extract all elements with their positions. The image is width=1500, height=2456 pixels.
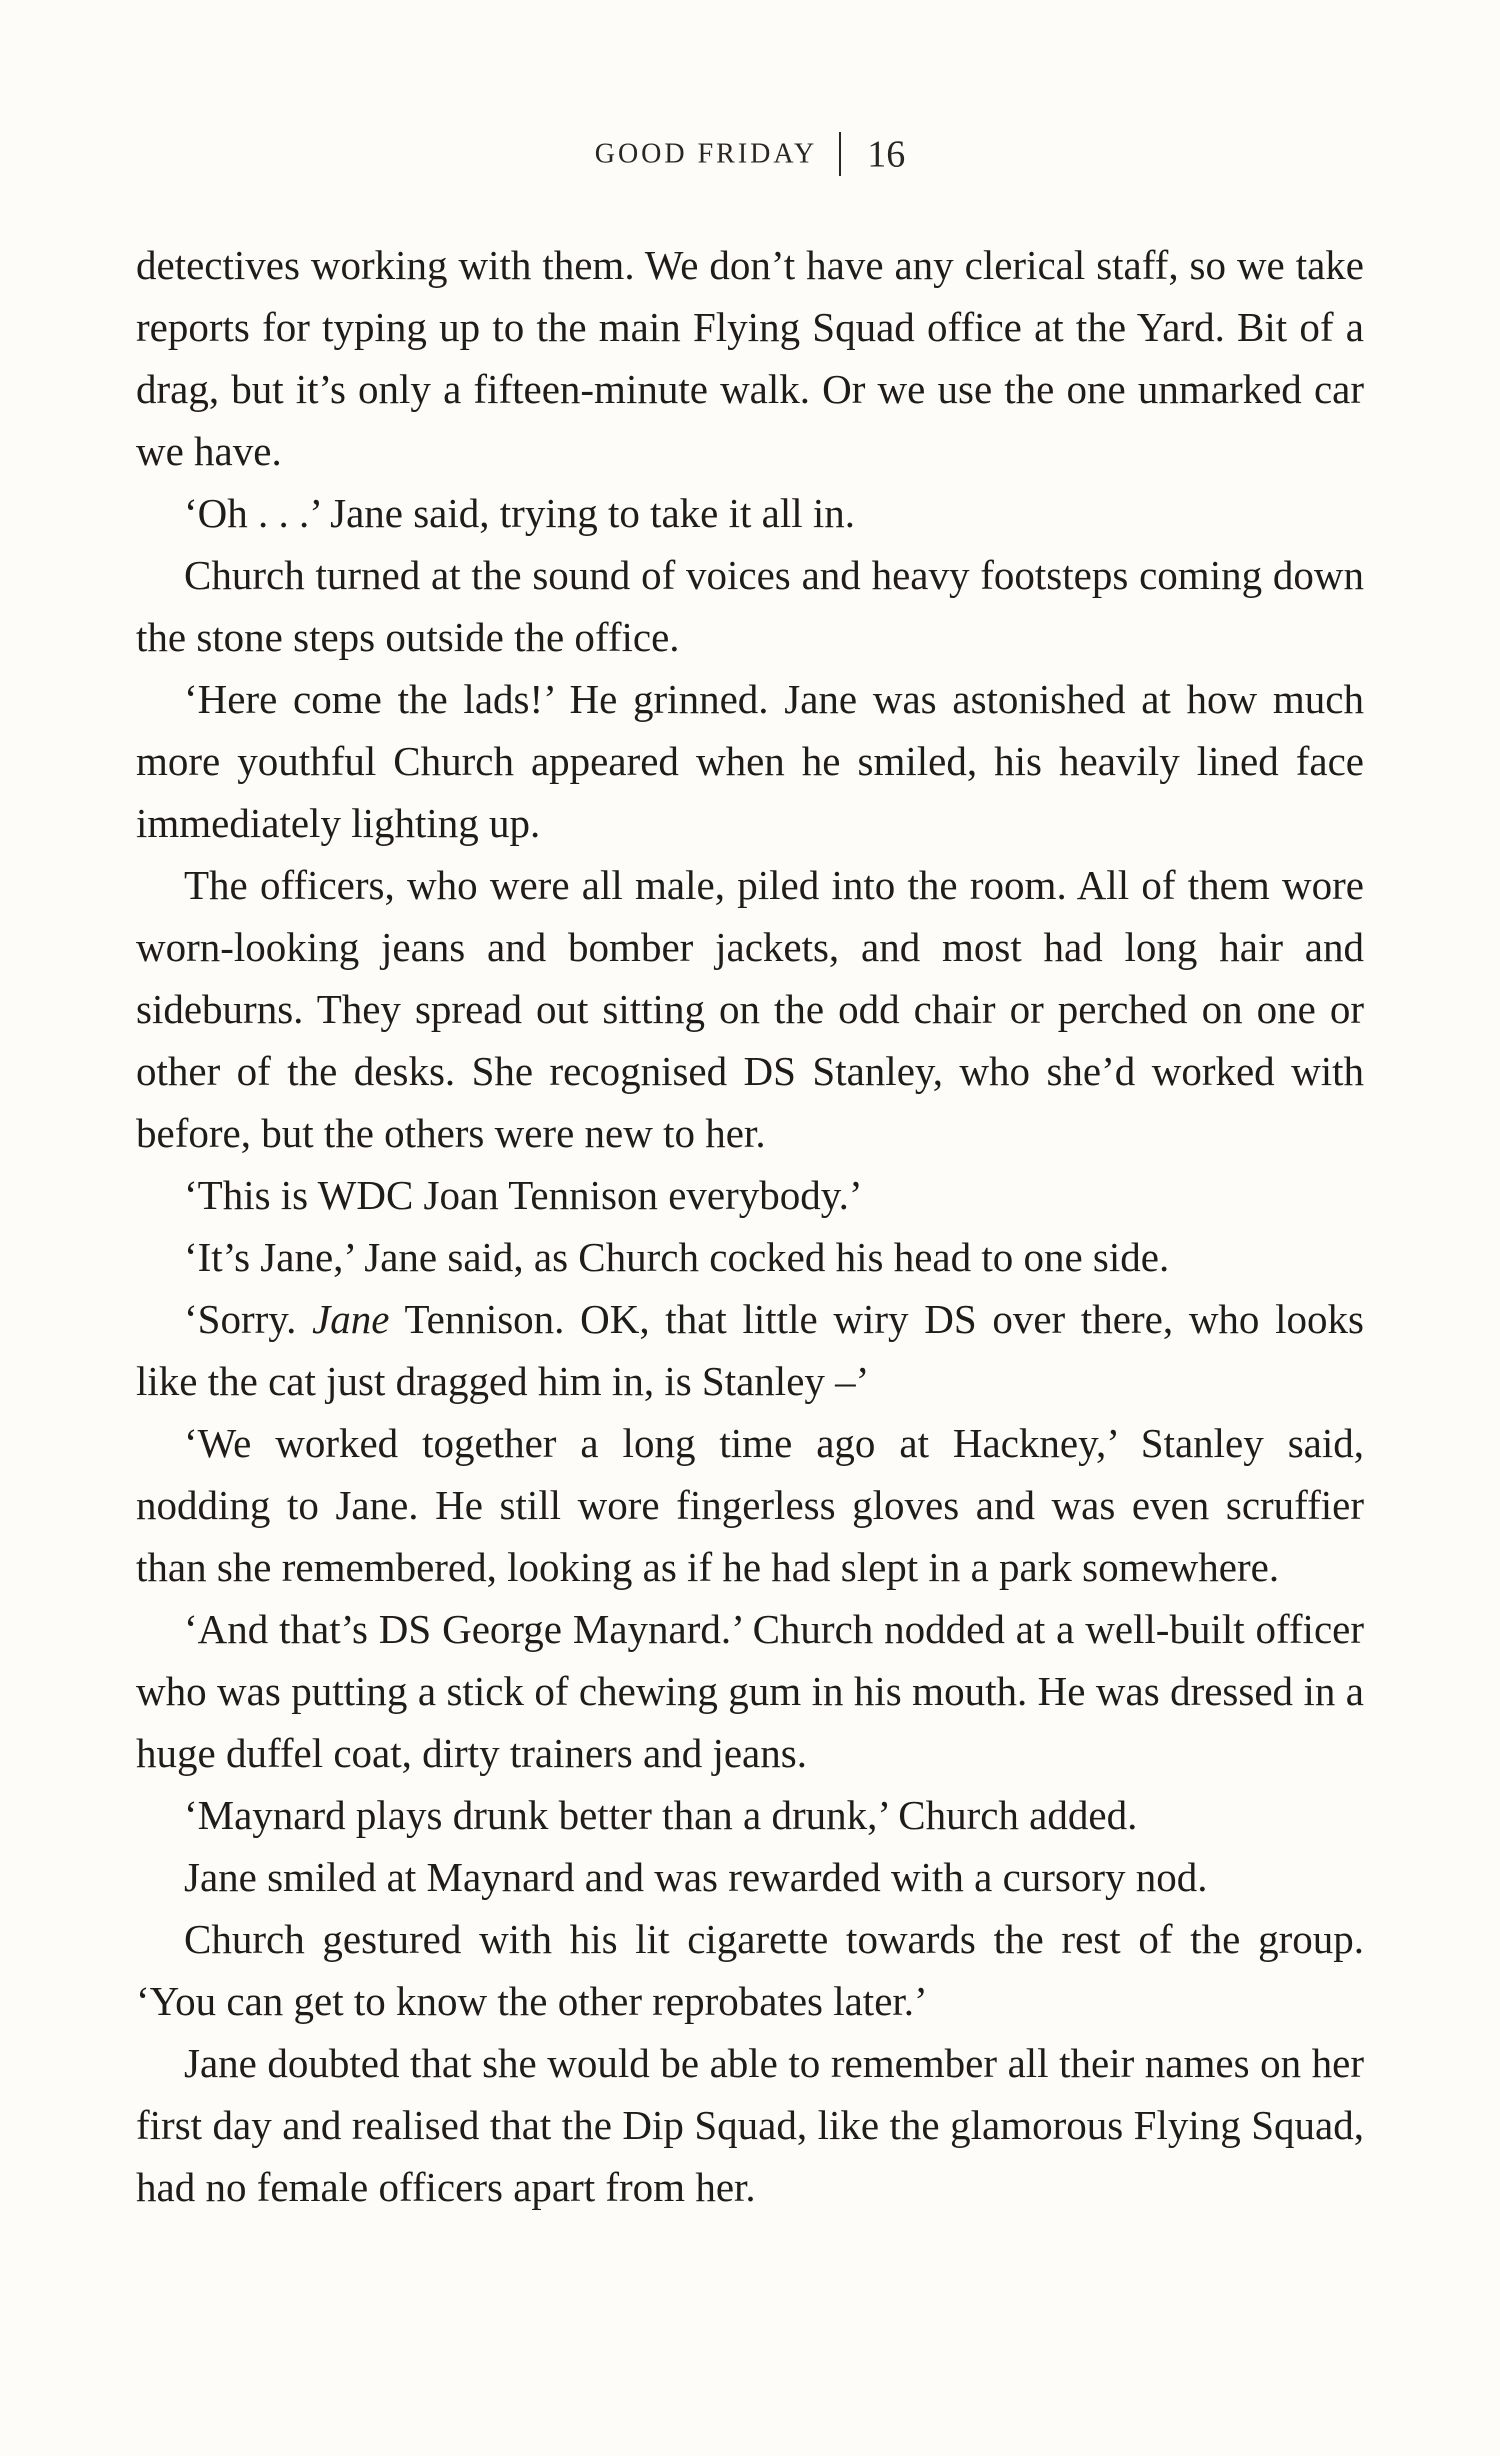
- running-head: [0, 128, 1500, 180]
- chapter-title: GOOD FRIDAY: [594, 138, 818, 170]
- paragraph: Jane smiled at Maynard and was rewarded with a cursory nod.: [184, 1854, 1208, 1900]
- paragraph: Church gestured with his lit cigarette towards the rest of the group. ‘You can get to know the other reprobates later.’: [136, 1916, 1364, 2024]
- paragraph-text: ‘Sorry.: [184, 1296, 313, 1342]
- body-text: [136, 234, 1364, 2218]
- paragraph: ‘This is WDC Joan Tennison everybody.’: [184, 1172, 863, 1218]
- paragraph: ‘It’s Jane,’ Jane said, as Church cocked his head to one side.: [184, 1234, 1170, 1280]
- paragraph: Jane doubted that she would be able to remember all their names on her first day and realised that the Dip Squad, like the glamorous Flying Squad, had no female officers apart from her.: [136, 2040, 1364, 2210]
- paragraph: detectives working with them. We don’t have any clerical staff, so we take reports for typing up to the main Flying Squad office at the Yard. Bit of a drag, but it’s only a fifteen-minute walk. Or we use the one unmarked car we have.: [136, 242, 1364, 474]
- header-divider: [839, 132, 841, 176]
- paragraph: ‘Here come the lads!’ He grinned. Jane was astonished at how much more youthful Church appeared when he smiled, his heavily lined face immediately lighting up.: [136, 676, 1364, 846]
- paragraph: The officers, who were all male, piled into the room. All of them wore worn-looking jeans and bomber jackets, and most had long hair and sideburns. They spread out sitting on the odd chair or perched on one or other of the desks. She recognised DS Stanley, who she’d worked with before, but the others were new to her.: [136, 862, 1364, 1156]
- paragraph: ‘Maynard plays drunk better than a drunk,’ Church added.: [184, 1792, 1138, 1838]
- paragraph: [136, 1288, 1364, 1412]
- emphasized-text: Jane: [312, 1296, 390, 1342]
- paragraph: ‘We worked together a long time ago at Hackney,’ Stanley said, nodding to Jane. He still wore fingerless gloves and was even scruffier than she remembered, looking as if he had slept in a park somewhere.: [136, 1420, 1364, 1590]
- paragraph: Church turned at the sound of voices and heavy footsteps coming down the stone steps outside the office.: [136, 552, 1364, 660]
- paragraph-text: Tennison. OK, that little wiry DS over there, who looks like the cat just dragged him in, is Stanley –’: [136, 1296, 1364, 1404]
- paragraph: ‘And that’s DS George Maynard.’ Church nodded at a well-built officer who was putting a stick of chewing gum in his mouth. He was dressed in a huge duffel coat, dirty trainers and jeans.: [136, 1606, 1364, 1776]
- page-number: 16: [867, 133, 906, 176]
- paragraph: ‘Oh . . .’ Jane said, trying to take it all in.: [184, 490, 856, 536]
